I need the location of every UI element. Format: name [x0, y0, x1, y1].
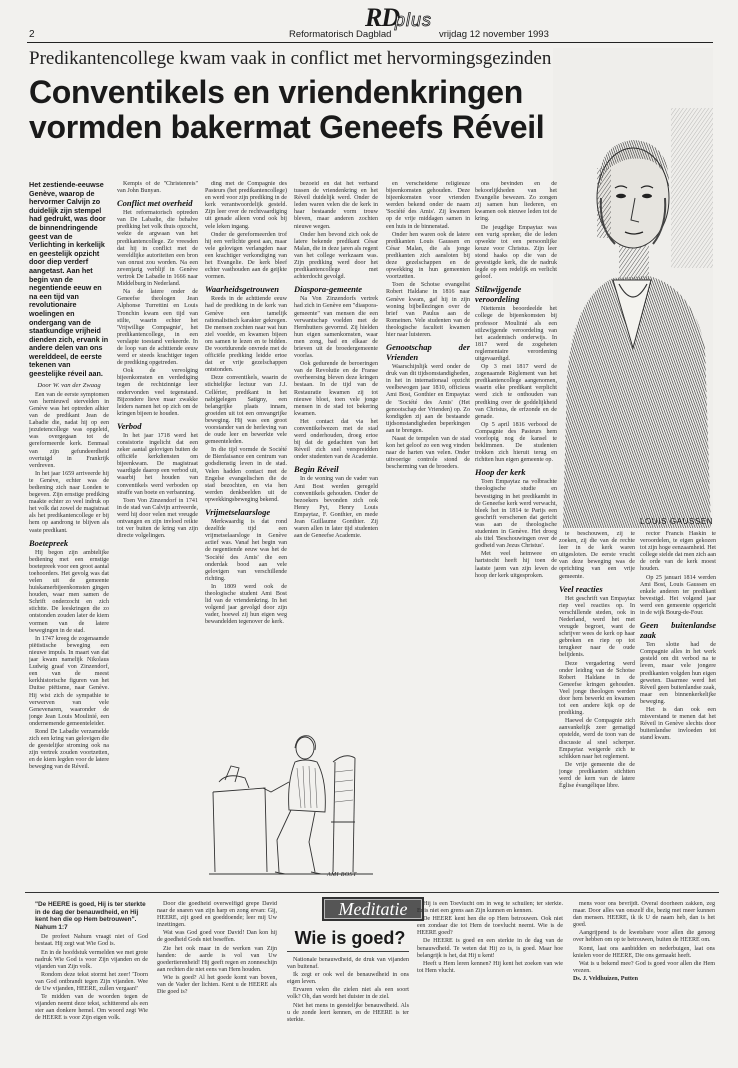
drawing-caption: AMI BOST: [327, 872, 357, 878]
section-heading: Diaspora-gemeente: [294, 284, 362, 295]
section-heading: Begin Réveil: [294, 464, 339, 475]
article-column: [294, 181, 378, 714]
publication-name: Reformatorisch Dagblad: [289, 29, 392, 40]
paragraph: rector Francis Haskin te veroordelen, te eigen gekozen tot zijn hoge eenzaamheid. Het college stelde dat men zich aan de orde van de kerk moest houden.: [640, 531, 716, 573]
paragraph: Na de latere onder de Geneefse theologen Jean Alphonse Turrettini en Louis Tronchin kwam een tijd van stilte, waarin echter het 'Vrijwillige Compagnie', het predikantencollege, in een verslapte toestand verkeerde. In de loop van de achttiende eeuw werd er steeds krachtiger tegen de prediking opgetreden.: [117, 289, 198, 367]
paragraph: De profeet Nahum vraagt niet of God bestaat. Hij zegt wat Wie God is.: [35, 934, 148, 948]
paragraph: bezoeid en dat het verband tussen de vriendenkring en het Réveil duidelijk werd. Onder de leden waren velen die de kerk in haar bestaande vorm trouw bleven, maar anderen zochten nieuwe wegen.: [294, 181, 378, 230]
seated-figure-illustration: [205, 722, 376, 888]
paragraph: Merkwaardig is dat rond dezelfde tijd een vrijmetselaarsloge in Genève actief was. Vanaf het begin van de negentiende eeuw was het de 'Société des Amis' die een onderdak bood aan vele gelovigen van verschillende richting.: [205, 519, 287, 582]
paragraph: Rond De Labadie verzamelde zich een kring van gelovigen die de geestelijke stroming ook na zijn vertrek zouden voortzetten, en de kiem legden voor de latere beweging van de Réveil.: [29, 728, 109, 771]
scripture-quote: "De HEERE is goed, Hij is ter sterkte in de dag der benauwdheid, en Hij kent hen die op Hem betrouwen". Nahum 1:7: [35, 901, 146, 931]
portrait-engraving: [553, 48, 713, 528]
meditatie-column: [287, 957, 409, 1059]
column-body: [386, 181, 470, 471]
paragraph: Waarschijnlijk werd onder de druk van dit tijdsomstandigheden, in het in internationaal opzicht veelbewogen jaar 1810, officieus Ami Bost, Gonthier en Empaytaz de 'Société des Amis' (Het genootschap der Vrienden) op. Zo kondigden zij aan de bestaande tijdsomstandigheden beperkingen aan te brengen.: [386, 364, 470, 434]
paragraph: Te midden van de woorden tegen de vijanden neemt deze tekst, schitterend als een ster aan donkere hemel. Om woord zegt Wie de HEERE is voor Zijn eigen volk.: [35, 994, 148, 1022]
paragraph: In 1809 werd ook de theologische student Ami Bost lid van de vriendenkring. In het volgend jaar gevolgd door zijn vader, hoewel zij hun eigen weg bewandelden tegenover de kerk.: [205, 583, 287, 626]
paragraph: te beschouwen, zij te zoeken, zij die van de rechte leer in de kerk waren uitgesloten. De eerste vrucht van deze beweging was de oprichting van een vrije gemeente.: [559, 531, 635, 580]
paragraph: Wie is goed? Al het goede komt van boven, van de Vader der lichten. Kent u de HEERE als Die goed is?: [157, 974, 277, 996]
paragraph: Naast de tempelen van de stad kon het geloof zo een weg vinden naar de harten van velen. Onder uitvoerige controle stond de bescherming van de broeders.: [386, 436, 470, 471]
paragraph: Het reformatorisch optreden van De Labadie, die behalve prediking het volk thuis opzocht, wekte de argwaan van het predikantencollege. Ze vreesden dat hij in conflict met de wereldlijke autoriteiten een bron van onrust zou worden. Na een zevenjarig verblijf in Genève vertrok De Labadie in 1666 naar Middelburg in Nederland.: [117, 210, 198, 288]
paragraph: Onder de gereformeerden trof hij een verlichte geest aan, maar vele gelovigen verlangden naar een krachtiger verkondiging van het Evangelie. De kerk bleef echter vasthouden aan de geijkte vormen.: [205, 231, 287, 281]
ami-bost-drawing: [205, 722, 376, 888]
paragraph: Het geschrift van Empaytaz riep veel reacties op. In verschillende steden, ook in Nederland, werd het met vreugde begroet, want de schrijver wees de kerk op haar gebreken en riep op tot terugkeer naar de oude belijdenis.: [559, 595, 635, 659]
paragraph: Ook de vervolging bijeenkomsten en verdediging tegen de rechtzinnige leer ondervonden veel tegenstand. Bijzondere lieve maar zwakke leiders namen het op zich om de kringen bijeen te houden.: [117, 368, 198, 417]
logo-letters: RD: [365, 3, 400, 32]
meditatie-column: [35, 901, 148, 1061]
paragraph: Toen Von Zinzendorf in 1741 in de stad van Calvijn arriveerde, werd hij door velen met vreugde ontvangen en zijn invloed reikte tot ver buiten de kring van zijn directe volgelingen.: [117, 497, 198, 540]
meditatie-column: [573, 901, 715, 1061]
paragraph: Haewel de Compagnie zich aanvankelijk zeer gematigd opstelde, werd de toon van de discussie al snel scherper. Empaytaz weigerde zich te schikken naar het reglement.: [559, 718, 635, 760]
paragraph: Rondom deze tekst stormt het zeer! 'Toorn van God ontbrandt tegen Zijn vijanden. Wee de Uw vijanden, HEERE, zullen vergaan!': [35, 971, 148, 993]
meditatie-column: [157, 901, 277, 1061]
paragraph: Deze vergadering werd onder leiding van de Schotse Robert Haldane in de Geneefse kringen gehouden. Veel jonge theologen werden door hem bewerkt en kwamen tot een andere kijk op de prediking.: [559, 660, 635, 717]
paragraph: Toen de Schotse evangelist Robert Haldane in 1816 naar Genève kwam, gaf hij in zijn woning bijbellezingen over de brief van Paulus aan de Romeinen. Vele studenten van de theologische faculteit kwamen hier naar luisteren.: [386, 282, 470, 338]
paragraph: Heeft u Hem leren kennen? Hij kent het zoeken van wie tot Hem vlucht.: [417, 960, 563, 974]
column-body: [29, 392, 109, 772]
paragraph: Deze conventikels, waarin de stichtelijke lectuur van J.J. Cellérier, predikant in het nabijgelegen Satigny, een belangrijke plaats innam, groeiden uit tot een omvangrijke beweging. Hij was een groot voorstander van de herleving van de oude leer en bewerkte vele gemeenteleden.: [205, 375, 287, 446]
column-body: [294, 181, 378, 540]
paragraph: Hij is een Toevlucht om in weg te schuilen; ter sterkte. Er is niet een grens aan Zijn kunnen en kennen.: [417, 901, 563, 915]
paragraph: Een van de eerste symptomen van hernieuwd stervelden in Genève was het optreden alhier van de predikant Jean de Labadie die, nadat hij op een jezuïetencollege was opgeleid, was overgegaan tot de gereformeerde kerk. Eenmaal van zijn gefundeerdheid overtuigd in Frankrijk verdreven.: [29, 391, 109, 469]
paragraph: Niettemin beoordeelde het college de bijeenkomsten bij professor Moulinié als een stilzwijgende veroordeling van het academisch onderwijs. In 1817 werd de zogeheten reglementaire verordening uitgevaardigd.: [475, 306, 557, 362]
paragraph: Ik zegt er ook wel de benauwdheid in ons eigen leven.: [287, 972, 409, 986]
paragraph: En in de hoofdstuk vermelden we met grote nadruk Wie God is voor Zijn vijanden en de vijanden van Zijn volk.: [35, 949, 148, 970]
section-heading: Stilzwijgende veroordeling: [475, 284, 522, 305]
section-heading: Boetepreek: [29, 537, 69, 548]
paragraph: Onder hen bevond zich ook de latere bekende predikant César Malan, die in deze jaren als regent van het college werkzaam was. Zijn prediking werd door het predikantencollege met achterdocht gevolgd.: [294, 231, 378, 281]
paragraph: In de woning van de vader van Ami Bost werden geregeld conventikels gehouden. Onder de bezoekers bevonden zich ook Henry Pyt, Henry Louis Empaytaz, F. Gonthier, en mede Jean Guillaume Gonthier. Zij waren allen in later tijd studenten aan de Geneefse Academie.: [294, 476, 378, 540]
paragraph: Ook gedurende de beroeringen van de Revolutie en de Franse overheersing bleven deze kringen bestaan. In de tijd van de Restauratie kwamen zij tot nieuwe bloei, toen vele jonge mensen in de stad tot bekering kwamen.: [294, 361, 378, 417]
portrait-illustration: [553, 48, 713, 528]
paragraph: Onder hen waren ook de latere predikanten Louis Gaussen en César Malan, die als jonge predikanten zich aansloten bij deze gezelschappen en de opwekking in hun gemeenten voortzetten.: [386, 231, 470, 281]
column-body: [205, 181, 287, 626]
masthead-rule: [27, 42, 713, 43]
paragraph: Ervaren velen die zielen niet als een soort volk? Oh, dan wordt het duister in de ziel.: [287, 987, 409, 1001]
paragraph: Zie het ook maar in de werken van Zijn handen: de aarde is vol van Uw goedertierenheid! Hij geeft regen en zonneschijn aan rechten die niet eens van Hem houden.: [157, 945, 277, 973]
article-column: [640, 531, 716, 885]
section-heading: Vrijmetselaarsloge: [205, 507, 271, 518]
paragraph: Aangrijpend is de kwetsbare voor allen die genoeg over hebben om op te betrouwen, buiten de HEERE om.: [573, 930, 715, 944]
paragraph: In het jaar 1718 werd het consistorie ingelicht dat een zeker aantal gelovigen buiten de officiële kerkdiensten om bijeenkwam. De magistraat vaardigde daarop een verbod uit, waarbij het houden van conventikels werd verboden op straffe van boete en verbanning.: [117, 432, 198, 496]
paragraph: De HEERE kent hen die op Hem betrouwen. Ook niet een zondaar die tot Hem de toevlucht neemt. Wie is de HEERE goed?: [417, 916, 563, 937]
article-lead: Het zestiende-eeuwse Genève, waarop de hervormer Calvijn zo duidelijk zijn stempel had gedrukt, was door de binnendringende geest van de Verlichting in kerkelijk en geestelijk opzicht door diep verderf aangetast. Aan het begin van de negentiende eeuw en na een tijd van revolutionaire woelingen en ondergang van de staatkundige vrijheid dienden zich, ervank in andere delen van ons werelddeel, de eerste tekenen van geestelijke réveil aan.: [29, 181, 109, 379]
article-column: [117, 181, 198, 885]
paragraph: en verscheidene religieuze bijeenkomsten gehouden. Deze bijeenkomsten voor vrienden werden bekend onder de naam 'Société des Amis'. Zij kwamen op de vrije middagen samen in een huis in de binnenstad.: [386, 181, 470, 230]
paragraph: Na Von Zinzendorfs vertrek had zich in Genève een "diaspora-gemeente" van mensen die een verwantschap voelden met de Hernhutters gevormd. Zij hielden hun eigen samenkomsten, waar men zong, bad en elkaar de brieven uit de broedergemeente voorlas.: [294, 296, 378, 360]
issue-date: vrijdag 12 november 1993: [439, 29, 549, 40]
paragraph: Op 25 januari 1814 werden Ami Bost, Louis Gaussen en enkele anderen ter predikant bevestigd. Het volgend jaar werd een gemeente opgericht in de wijk Bourg-de-Four.: [640, 574, 716, 617]
paragraph: De vrije gemeente die de jonge predikanten stichtten werd de kern van de latere Église évangélique libre.: [559, 761, 635, 790]
section-heading: Geen buitenlandse zaak: [640, 620, 716, 641]
paragraph: In die tijd vormde de Société de Bienfaisance een centrum van godsdienstig leven in de stad. Velen hadden contact met de Engelse evangelischen die de stad bezochten, en via hen werden denkbeelden uit de opwekkingsbeweging bekend.: [205, 447, 287, 503]
masthead: [27, 0, 713, 44]
column-body: [475, 181, 557, 580]
paragraph: Hij begon zijn ambtelijke bediening met een ernstige boetepreek voor een groot aantal toehoorders. Het gevolg was dat velen uit de gemeente huiskamerbijeenkomsten gingen houden, waar men samen de Schrift onderzocht en zich stichtte. De leeskringen die zo ontstonden zouden later de kiem vormen van de latere bewegingen in de stad.: [29, 549, 109, 634]
page-number: 2: [29, 29, 35, 40]
paragraph: In het jaar 1659 arriveerde hij te Genève, echter was de bediening zich naar Londen te begeven. Zijn ernstige prediking maakte echter zo veel indruk op het volk dat zowel de magistraat als het predikantencollege er bij hem op aandrong te blijven als vaste predikant.: [29, 470, 109, 534]
column-body: [117, 181, 198, 540]
article-byline: Door W. van der Zwaag: [37, 381, 101, 389]
portrait-caption: LOUIS GAUSSEN: [640, 517, 714, 526]
author-signature: Ds. J. Veldhuizen, Putten: [573, 975, 639, 982]
section-heading: Waarheidsgetrouwen: [205, 284, 279, 295]
paragraph: Met veel heimwee en hartstocht heeft hij toen de laatste jaren van zijn leven de hoop der kerk uitgesproken.: [475, 551, 557, 579]
article-column: [475, 181, 557, 885]
article-column: [205, 181, 287, 714]
logo-plus: plus: [395, 10, 433, 30]
paragraph: mens voor ons bevrijdt. Overal doorheen zakken, zeg maar. Door alles van onszelf die, bezig met meer kunnen dan mensen. HEERE, ik ik U de naam heb, dan is het goed.: [573, 901, 715, 929]
column-body: [640, 531, 716, 742]
paragraph: De jeugdige Empaytaz was een vurig spreker, die de leden opwekte tot een persoonlijke keuze voor Christus. Zijn leer stond haaks op die van de gevestigde kerk, die de nadruk legde op een redelijk en verlicht geloof.: [475, 224, 557, 281]
paragraph: Het contact dat via het conventikelwezen met de stad werd onderhouden, droeg ertoe bij dat de gedachten van het Réveil zich snel verspreidden onder studenten van de Academie.: [294, 418, 378, 461]
section-heading: Veel reacties: [559, 583, 603, 594]
meditatie-section: [25, 892, 719, 1063]
paragraph: Door die goedheid overwelfigd grepe David naar de snaren van zijn harp en zong ervan: Gij, HEERE, zijt goed en goeddoende; leer mij Uw inzettingen.: [157, 901, 277, 929]
paragraph: De HEERE is goed en een sterkte in de dag van de benauwdheid. Te weten dat Hij zo is, is goed. Maar hoe belangrijk is het, dat Hij u kent!: [417, 938, 563, 959]
paragraph: In 1747 kreeg de zogenaamde piëtistische beweging een nieuwe impuls. In maart van dat jaar kwam namelijk Nikolaus Ludwig graaf von Zinzendorf, een van de meest kerkhistorische figuren van het Duitse piëtisme, naar Genève. Hij wist zich de sympathie te verwerven van vele Genevenaren, waaronder de jonge Jean Louis Moulinié, een ondernemende gemeenteleider.: [29, 635, 109, 727]
meditatie-column: [417, 901, 563, 1061]
paragraph: Kempis of de "Christenreis" van John Bunyan.: [117, 181, 198, 195]
meditatie-title: Wie is goed?: [294, 928, 406, 948]
paragraph: Wat is u bekend mee? God is goed voor allen die Hem vrezen.: [573, 960, 715, 974]
paragraph: ding met de Compagnie des Pasteurs (het predikantencollege) en werd voor zijn prediking in de kerk verantwoordelijk gesteld. Zijn leer over de rechtvaardiging uit genade alleen vond ook bij vele leken ingang.: [205, 181, 287, 230]
paragraph: Het is dan ook een misverstand te menen dat het Réveil in Genève slechts door buitenlandse invloeden tot stand kwam.: [640, 706, 716, 742]
section-heading: Verbod: [117, 420, 142, 431]
article-column: [559, 531, 635, 885]
meditatie-title-rule: [287, 951, 409, 952]
paragraph: Komt, laat ons aanbidden en nederbuigen, laat ons knielen voor de HEERE, Die ons gemaakt heeft.: [573, 945, 715, 959]
paragraph: Reeds in de achttiende eeuw had de prediking in de kerk van Genève een tamelijk rationalistisch karakter gekregen. De mensen zochten naar wat hun ziel voedde, en kwamen bijeen om samen te lezen en te bidden. De voortdurende onvrede met de officiële prediking leidde ertoe dat er vrije gezelschappen ontstonden.: [205, 296, 287, 374]
section-heading: Hoop der kerk: [475, 467, 526, 478]
section-heading: Conflict met overheid: [117, 198, 193, 209]
paragraph: Niet het mens in geestelijke benauwdheid. Als u de zonde leert kennen, en de HEERE is ter sterkte.: [287, 1002, 409, 1023]
paragraph: Wat was God goed voor David! Dan kon hij de goedheid Gods niet beseffen.: [157, 930, 277, 944]
meditatie-label: Meditatie: [322, 897, 424, 921]
paragraph: Nationale benauwdheid, de druk van vijanden van buitenaf.: [287, 957, 409, 971]
headline-line: Conventikels en vriendenkringen: [29, 74, 523, 110]
section-heading: Genootschap der Vrienden: [386, 342, 470, 363]
paragraph: ons bevinden en de bekoorlijkheden van het Evangelie bewezen. Zo zongen zij samen hun liederen, en kwamen ook nieuwe leden tot de kring.: [475, 181, 557, 223]
column-body: [559, 531, 635, 790]
paragraph: Op 3 mei 1817 werd de zogenaamde Règlement van het predikantencollege aangenomen, waarin elke predikant verplicht werd zich te onthouden van prediking over de goddelijkheid van Christus, de erfzonde en de genade.: [475, 364, 557, 420]
article-kicker: Predikantencollege kwam vaak in conflict met hervormingsgezinden: [29, 48, 552, 69]
paragraph: Op 5 april 1816 verbood de Compagnie des Pasteurs hem voorlopig nog de kansel te beklimmen. De studenten trokken zich hieruit terug en richtten hun eigen gemeente op.: [475, 421, 557, 464]
article-column: [29, 181, 109, 885]
article-headline: [29, 75, 549, 145]
headline-line: vormden bakermat Geneefs Réveil: [29, 109, 545, 145]
article-column: [386, 181, 470, 885]
paragraph: Ten slotte had de Compagnie alles in het werk gesteld om dit verbod na te leven, maar vele jongere predikanten volgden hun eigen geweten. Daarmee werd het Réveil geen buitenlandse zaak, maar een binnenkerkelijke beweging.: [640, 642, 716, 705]
paragraph: Toen Empaytaz na volbrachte theologische studie en bevestiging in het predikambt in de Geneefse kerk werd verwacht, bleek het in 1814 te Parijs een geschrift verschenen dat gericht was aan de theologische studenten in Genève. Het droeg als titel 'Beschouwingen over de godheid van Jezus Christus'.: [475, 479, 557, 550]
